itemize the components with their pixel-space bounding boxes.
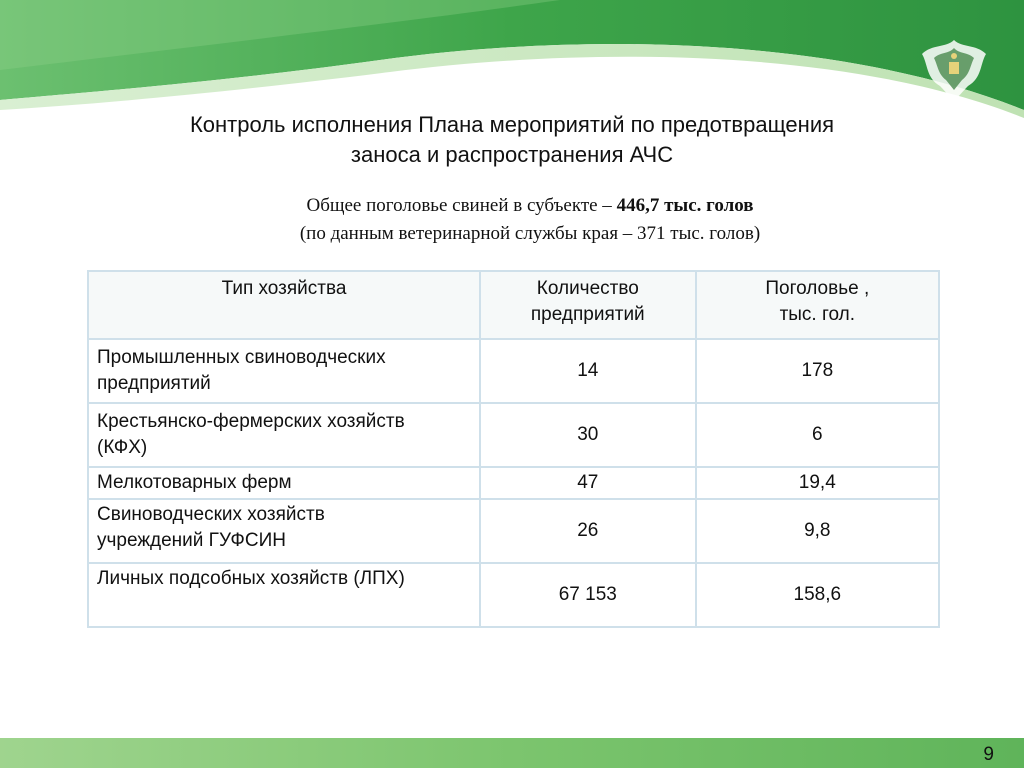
subtitle-line-2: (по данным ветеринарной службы края – 371 тыс. голов) [299, 223, 761, 244]
farm-type-cell: Личных подсобных хозяйств (ЛПХ) [88, 563, 480, 627]
slide-subtitle [130, 192, 930, 248]
table-row [88, 563, 939, 627]
count-cell: 47 [480, 467, 696, 499]
count-cell: 26 [480, 499, 696, 563]
subtitle-prefix: Общее поголовье свиней в субъекте – [306, 195, 617, 216]
header-farm-type: Тип хозяйства [88, 271, 480, 339]
heads-cell: 158,6 [696, 563, 939, 627]
header-heads: Поголовье , тыс. гол. [696, 271, 939, 339]
heads-cell: 9,8 [696, 499, 939, 563]
table-row [88, 339, 939, 403]
footer-band-decoration [0, 738, 1024, 768]
table-header-row [88, 271, 939, 339]
heads-cell: 178 [696, 339, 939, 403]
header-count: Количество предприятий [480, 271, 696, 339]
farm-type-cell: Свиноводческих хозяйств учреждений ГУФСИН [88, 499, 480, 563]
slide-title [100, 110, 924, 170]
title-line-2: заноса и распространения АЧС [350, 142, 674, 167]
farms-table [87, 270, 940, 628]
table-row [88, 403, 939, 467]
page-number: 9 [983, 744, 994, 765]
table-row [88, 467, 939, 499]
heads-cell: 19,4 [696, 467, 939, 499]
farm-type-cell: Мелкотоварных ферм [88, 467, 480, 499]
subtitle-line-1 [130, 192, 930, 220]
subtitle-total: 446,7 тыс. голов [616, 195, 754, 216]
heads-cell: 6 [696, 403, 939, 467]
table-row [88, 499, 939, 563]
farm-type-cell: Крестьянско-фермерских хозяйств (КФХ) [88, 403, 480, 467]
count-cell: 14 [480, 339, 696, 403]
title-line-1: Контроль исполнения Плана мероприятий по предотвращения [189, 112, 835, 137]
count-cell: 30 [480, 403, 696, 467]
count-cell: 67 153 [480, 563, 696, 627]
farm-type-cell: Промышленных свиноводческих предприятий [88, 339, 480, 403]
emblem-icon [916, 34, 992, 102]
